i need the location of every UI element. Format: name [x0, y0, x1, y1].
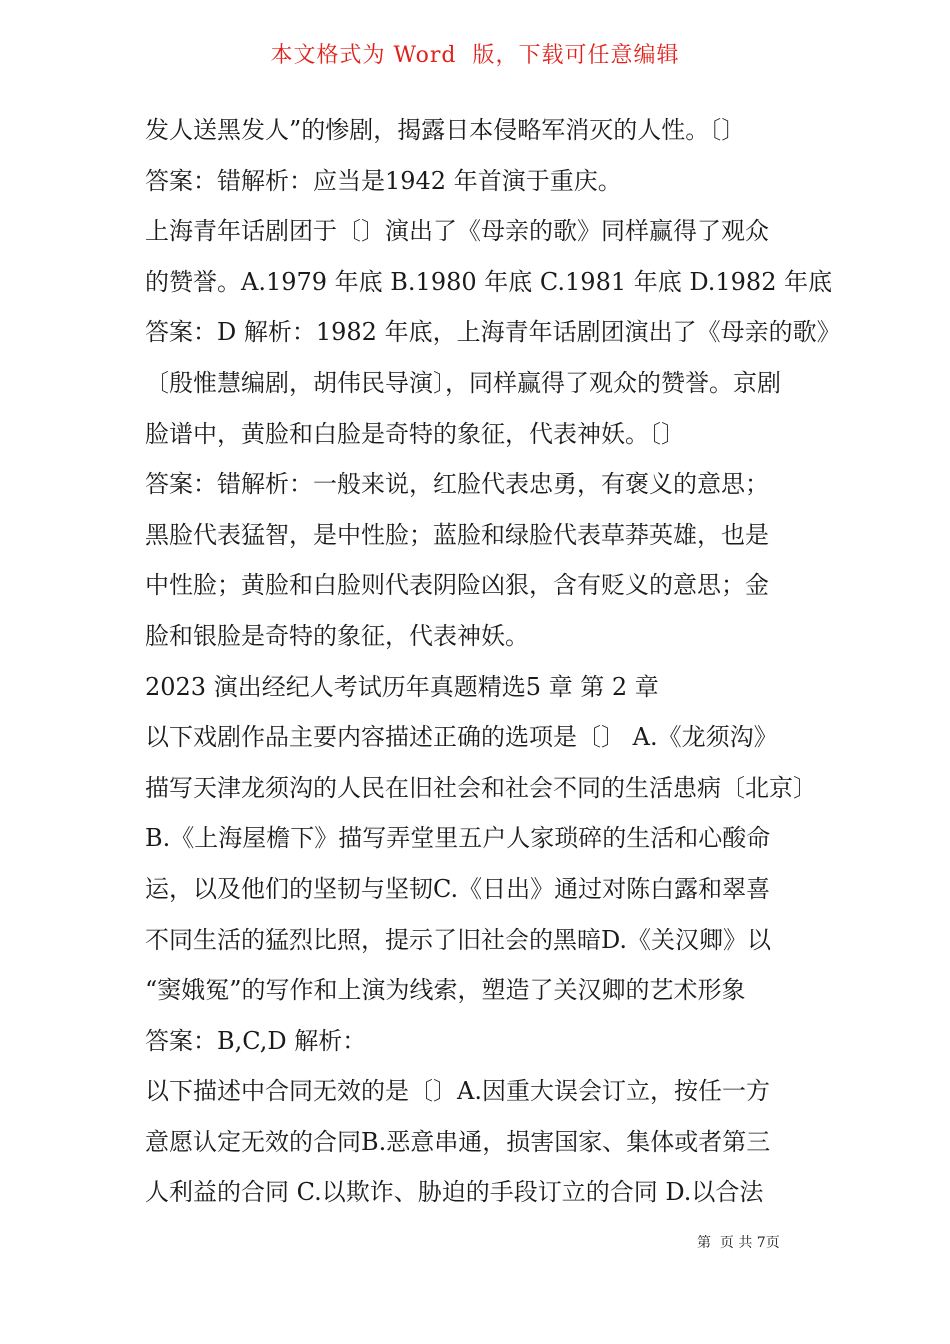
text-line: “窦娥冤”的写作和上演为线索，塑造了关汉卿的艺术形象 [145, 976, 746, 1005]
text-line: 答案：B,C,D 解析： [145, 1026, 367, 1055]
text-line: 不同生活的猛烈比照，提示了旧社会的黑暗D.《关汉卿》以 [145, 925, 772, 954]
section-heading: 2023 演出经纪人考试历年真题精选5 章 第 2 章 [145, 672, 659, 701]
text-line: 运，以及他们的坚韧与坚韧C.《日出》通过对陈白露和翠喜 [145, 874, 771, 903]
text-line: 答案：D 解析：1982 年底，上海青年话剧团演出了《母亲的歌》 [145, 318, 841, 347]
document-watermark-header: 本文格式为 Word 版，下载可任意编辑 [270, 43, 680, 68]
text-line: 〔殷惟慧编剧，胡伟民导演〕，同样赢得了观众的赞誉。京剧 [145, 368, 781, 397]
text-line: 脸和银脸是奇特的象征，代表神妖。 [145, 621, 529, 650]
text-line: 以下戏剧作品主要内容描述正确的选项是〔〕 A.《龙须沟》 [145, 723, 778, 752]
text-line: B.《上海屋檐下》描写弄堂里五户人家琐碎的生活和心酸命 [145, 824, 771, 853]
text-line: 中性脸；黄脸和白脸则代表阴险凶狠，含有贬义的意思；金 [145, 571, 769, 600]
text-line: 人利益的合同 C.以欺诈、胁迫的手段订立的合同 D.以合法 [145, 1178, 764, 1207]
page-number-footer: 第 页 共 7页 [697, 1235, 780, 1251]
text-line: 答案：错解析：一般来说，红脸代表忠勇，有褒义的意思； [145, 470, 769, 499]
text-line: 的赞誉。A.1979 年底 B.1980 年底 C.1981 年底 D.1982 年底 [145, 267, 833, 296]
text-line: 答案：错解析：应当是1942 年首演于重庆。 [145, 166, 622, 195]
text-line: 以下描述中合同无效的是〔〕A.因重大误会订立，按任一方 [145, 1077, 770, 1106]
text-line: 描写天津龙须沟的人民在旧社会和社会不同的生活患病〔北京〕 [145, 773, 817, 802]
text-line: 发人送黑发人”的惨剧，揭露日本侵略军消灭的人性。〔〕 [145, 116, 746, 144]
text-line: 上海青年话剧团于〔〕演出了《母亲的歌》同样赢得了观众 [145, 217, 769, 246]
text-line: 黑脸代表猛智，是中性脸；蓝脸和绿脸代表草莽英雄，也是 [145, 520, 769, 549]
document-body [145, 105, 845, 1218]
text-line: 意愿认定无效的合同B.恶意串通，损害国家、集体或者第三 [145, 1127, 771, 1156]
text-line: 脸谱中，黄脸和白脸是奇特的象征，代表神妖。〔〕 [145, 419, 685, 448]
